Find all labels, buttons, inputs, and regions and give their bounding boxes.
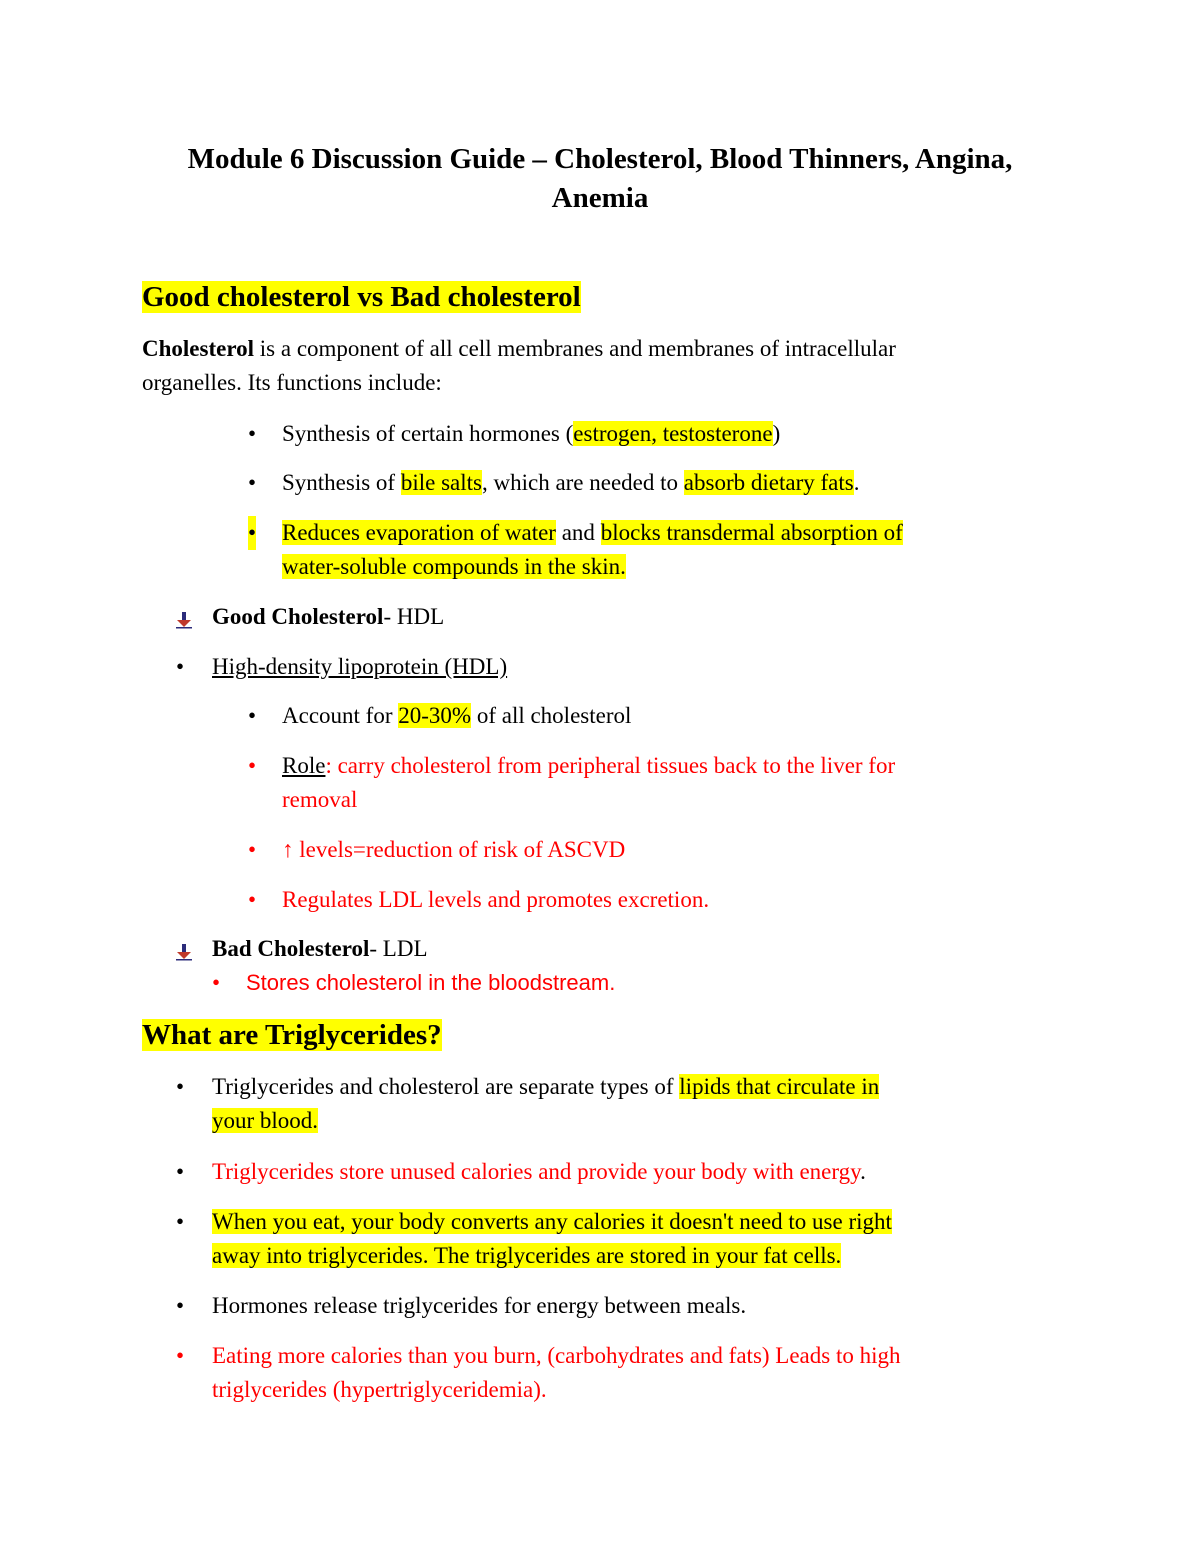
list-item-text: Synthesis of	[282, 470, 401, 495]
hdl-term	[212, 650, 507, 684]
list-item-text: Triglycerides and cholesterol are separate types of	[212, 1074, 680, 1099]
bullet-icon: •	[176, 1074, 185, 1099]
list-item-function-bile	[282, 466, 859, 500]
list-item-text: Synthesis of certain hormones (	[282, 421, 574, 446]
intro-text: is a component of all cell membranes and membranes of intracellular	[254, 336, 896, 361]
intro-bold-term: Cholesterol	[142, 336, 255, 361]
highlighted-text: lipids that circulate in	[679, 1074, 880, 1099]
list-item-triglycerides-high	[212, 1339, 1062, 1407]
list-item-text: of all cholesterol	[471, 703, 632, 728]
list-item-text: Triglycerides store unused calories and provide your body with energy	[212, 1159, 861, 1184]
ldl-heading-text: Bad Cholesterol	[212, 936, 370, 961]
role-label: Role	[282, 753, 326, 778]
title-line-2: Anemia	[551, 182, 649, 214]
heading-text: Good cholesterol vs Bad cholesterol	[142, 281, 581, 313]
list-item-text: )	[772, 421, 781, 446]
bullet-icon: •	[248, 753, 257, 778]
highlighted-text: your blood.	[212, 1108, 319, 1133]
list-item-function-hormones	[282, 417, 780, 451]
bullet-icon: •	[248, 516, 256, 550]
bullet-icon: •	[248, 703, 257, 728]
list-item-ldl-stores: Stores cholesterol in the bloodstream.	[246, 970, 616, 995]
document-title	[100, 140, 1100, 218]
list-item-text: Eating more calories than you burn, (carbohydrates and fats) Leads to high	[212, 1343, 901, 1368]
intro-text-line2: organelles. Its functions include:	[142, 370, 442, 395]
hdl-heading-text: Good Cholesterol	[212, 604, 384, 629]
hdl-heading-suffix: - HDL	[383, 604, 445, 629]
list-item-text: , which are needed to	[481, 470, 684, 495]
list-item-hdl-account	[282, 699, 631, 733]
arrow-down-icon	[175, 611, 193, 629]
highlighted-text: Reduces evaporation of water	[282, 520, 556, 545]
bullet-icon: •	[176, 1293, 185, 1318]
ldl-heading-suffix: - LDL	[369, 936, 428, 961]
highlighted-text: When you eat, your body converts any calories it doesn't need to use right	[212, 1209, 892, 1234]
highlighted-text: absorb dietary fats	[683, 470, 854, 495]
ldl-heading	[212, 932, 428, 966]
bullet-icon: •	[176, 1159, 185, 1184]
list-item-hdl-levels: ↑ levels=reduction of risk of ASCVD	[282, 837, 626, 862]
highlighted-text: blocks transdermal absorption of	[600, 520, 903, 545]
list-item-triglycerides-hormones: Hormones release triglycerides for energy between meals.	[212, 1293, 747, 1318]
bullet-icon: •	[212, 970, 221, 995]
bullet-icon: •	[176, 654, 185, 679]
list-item-hdl-role	[282, 749, 1062, 817]
role-text: : carry cholesterol from peripheral tissues back to the liver for	[325, 753, 896, 778]
role-text-line2: removal	[282, 787, 358, 812]
bullet-icon: •	[248, 470, 257, 495]
list-item-triglycerides-lipids	[212, 1070, 1062, 1138]
arrow-down-icon	[175, 943, 193, 961]
bullet-icon: •	[176, 1343, 185, 1368]
highlighted-text: bile salts	[400, 470, 482, 495]
title-line-1: Module 6 Discussion Guide – Cholesterol, Blood Thinners, Angina,	[187, 143, 1013, 175]
hdl-heading	[212, 600, 444, 634]
list-item-text: Account for	[282, 703, 399, 728]
section-heading-cholesterol	[142, 280, 581, 314]
bullet-icon: •	[248, 421, 257, 446]
highlighted-text: estrogen, testosterone	[573, 421, 773, 446]
list-item-text: .	[853, 470, 860, 495]
section-heading-triglycerides	[142, 1018, 442, 1052]
list-item-text: triglycerides (hypertriglyceridemia).	[212, 1377, 547, 1402]
list-item-text: .	[860, 1159, 866, 1184]
list-item-hdl-regulates: Regulates LDL levels and promotes excretion.	[282, 887, 710, 912]
highlighted-text: away into triglycerides. The triglycerides are stored in your fat cells.	[212, 1243, 842, 1268]
list-item-function-skin	[282, 516, 1062, 584]
list-item-text: and	[555, 520, 601, 545]
highlighted-text: water-soluble compounds in the skin.	[282, 554, 626, 579]
hdl-term-text: High-density lipoprotein (HDL)	[212, 654, 508, 679]
intro-paragraph	[142, 332, 1062, 400]
list-item-triglycerides-convert	[212, 1205, 1062, 1273]
bullet-icon: •	[248, 837, 257, 862]
bullet-icon: •	[248, 887, 257, 912]
list-item-triglycerides-energy	[212, 1155, 866, 1189]
bullet-icon: •	[176, 1209, 185, 1234]
heading-text: What are Triglycerides?	[142, 1019, 442, 1051]
highlighted-text: 20-30%	[398, 703, 472, 728]
